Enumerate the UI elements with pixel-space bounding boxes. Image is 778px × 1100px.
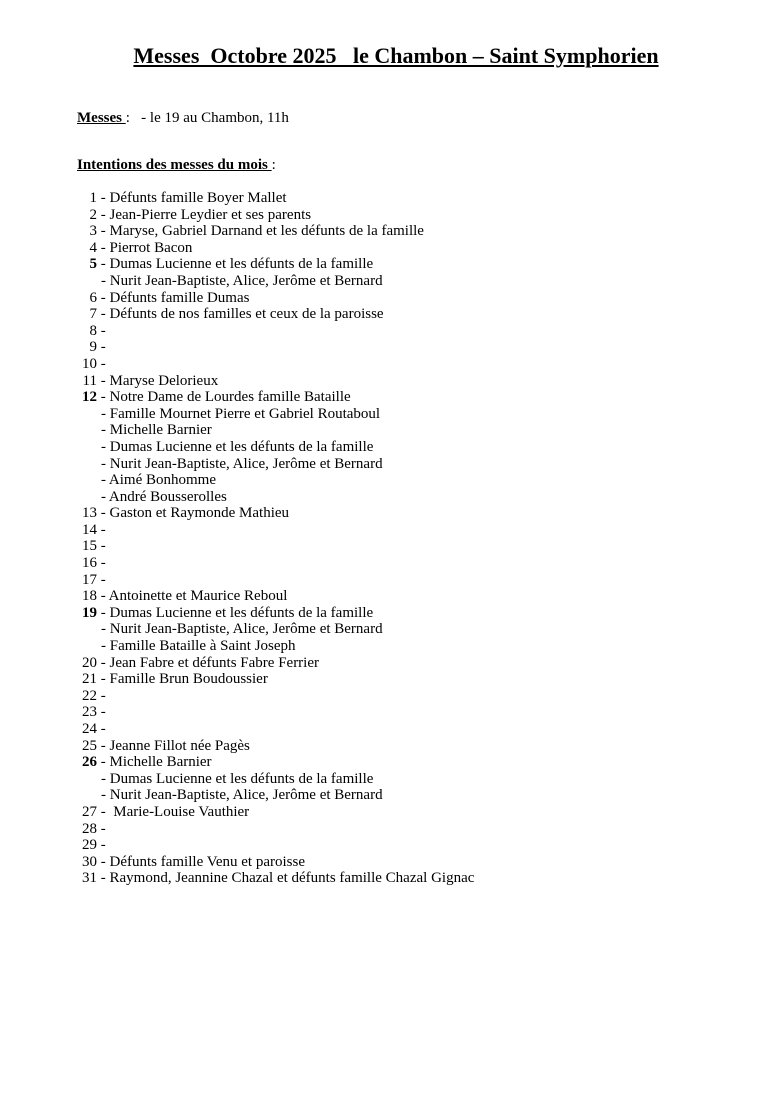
messes-line	[77, 108, 289, 128]
day-number: 25	[82, 737, 97, 754]
day-separator: -	[97, 505, 110, 522]
intention-text: Marie-Louise Vauthier	[109, 803, 250, 820]
list-item	[77, 207, 474, 224]
day-number: 9	[89, 339, 97, 356]
item-separator: -	[101, 438, 110, 455]
item-separator: -	[101, 422, 110, 439]
day-separator: -	[97, 721, 110, 737]
day-number: 3	[89, 223, 97, 240]
list-item	[77, 256, 474, 273]
item-separator: -	[101, 770, 110, 787]
intention-text: Michelle Barnier	[109, 754, 212, 771]
intention-text: Maryse, Gabriel Darnand et les défunts de la famille	[109, 223, 424, 240]
day-number: 15	[82, 538, 97, 555]
list-item	[77, 638, 474, 655]
day-number: 21	[82, 671, 97, 688]
day-number: 19	[82, 604, 97, 621]
day-separator: -	[97, 355, 110, 372]
list-item	[77, 323, 474, 340]
day-separator: -	[97, 190, 110, 206]
day-number: 18	[82, 588, 97, 605]
day-separator: -	[97, 654, 110, 671]
day-separator: -	[97, 820, 110, 837]
list-item	[77, 190, 474, 207]
intention-text: Dumas Lucienne et les défunts de la famille	[109, 256, 374, 273]
day-separator: -	[97, 571, 110, 588]
intention-text: Famille Brun Boudoussier	[109, 671, 268, 688]
item-separator: -	[101, 638, 110, 655]
day-number: 8	[89, 322, 97, 339]
day-number: 22	[82, 687, 97, 704]
day-separator: -	[97, 687, 110, 704]
list-item	[77, 472, 474, 489]
day-separator: -	[97, 704, 110, 721]
intentions-heading	[77, 155, 276, 175]
list-item	[77, 704, 474, 721]
day-number: 2	[89, 206, 97, 223]
day-number: 7	[89, 306, 97, 323]
list-item	[77, 273, 474, 290]
list-item	[77, 555, 474, 572]
day-separator: -	[97, 737, 110, 754]
intention-text: Raymond, Jeannine Chazal et défunts famille Chazal Gignac	[109, 870, 475, 887]
list-item	[77, 356, 474, 373]
list-item	[77, 389, 474, 406]
day-number: 29	[82, 837, 97, 854]
day-separator: -	[97, 289, 110, 306]
intention-text: Antoinette et Maurice Reboul	[108, 588, 288, 605]
item-separator: -	[101, 488, 109, 505]
list-item	[77, 522, 474, 539]
item-separator: -	[101, 621, 110, 638]
list-item	[77, 406, 474, 423]
day-number: 1	[89, 190, 97, 206]
list-item	[77, 538, 474, 555]
intention-text: Jean-Pierre Leydier et ses parents	[109, 206, 312, 223]
day-separator: -	[97, 870, 110, 887]
intention-text: Gaston et Raymonde Mathieu	[109, 505, 290, 522]
day-separator: -	[97, 339, 110, 356]
intention-text: Michelle Barnier	[109, 422, 212, 439]
intention-text: Jean Fabre et défunts Fabre Ferrier	[109, 654, 320, 671]
list-item	[77, 422, 474, 439]
day-number: 11	[82, 372, 97, 389]
day-separator: -	[97, 837, 110, 854]
messes-label: Messes	[77, 110, 126, 126]
day-separator: -	[97, 588, 109, 605]
intention-text: Défunts famille Venu et paroisse	[109, 853, 306, 870]
intention-text: Défunts famille Dumas	[109, 289, 250, 306]
list-item	[77, 671, 474, 688]
day-separator: -	[97, 754, 110, 771]
intention-text: Famille Bataille à Saint Joseph	[109, 638, 296, 655]
day-separator: -	[97, 372, 110, 389]
intention-text: Jeanne Fillot née Pagès	[109, 737, 250, 754]
list-item	[77, 870, 474, 887]
day-number: 30	[82, 853, 97, 870]
list-item	[77, 456, 474, 473]
day-number: 4	[89, 239, 97, 256]
intention-text: Dumas Lucienne et les défunts de la famille	[109, 770, 374, 787]
list-item	[77, 373, 474, 390]
list-item	[77, 655, 474, 672]
intention-text: Dumas Lucienne et les défunts de la famille	[109, 604, 374, 621]
page-title: Messes Octobre 2025 le Chambon – Saint Symphorien	[133, 43, 659, 68]
messes-colon: :	[125, 110, 130, 126]
list-item	[77, 821, 474, 838]
list-item	[77, 223, 474, 240]
day-separator: -	[97, 306, 110, 323]
list-item	[77, 306, 474, 323]
list-item	[77, 754, 474, 771]
intention-text: Aimé Bonhomme	[108, 472, 216, 489]
intention-text: Nurit Jean-Baptiste, Alice, Jerôme et Bernard	[109, 272, 383, 289]
day-number: 24	[82, 721, 97, 737]
day-number: 13	[82, 505, 97, 522]
day-number: 17	[82, 571, 97, 588]
day-separator: -	[97, 239, 110, 256]
item-separator: -	[101, 787, 110, 804]
day-separator: -	[97, 521, 110, 538]
list-item	[77, 721, 474, 738]
list-item	[77, 505, 474, 522]
item-separator: -	[101, 472, 109, 489]
list-item	[77, 439, 474, 456]
list-item	[77, 489, 474, 506]
intention-text: André Bousserolles	[108, 488, 227, 505]
day-separator: -	[97, 853, 110, 870]
list-item	[77, 804, 474, 821]
day-separator: -	[97, 322, 110, 339]
day-separator: -	[97, 256, 110, 273]
day-separator: -	[97, 389, 110, 406]
intentions-colon: :	[271, 157, 276, 173]
list-item	[77, 771, 474, 788]
day-number: 20	[82, 654, 97, 671]
list-item	[77, 588, 474, 605]
intentions-label: Intentions des messes du mois	[77, 157, 272, 173]
day-number: 23	[82, 704, 97, 721]
list-item	[77, 572, 474, 589]
list-item	[77, 688, 474, 705]
list-item	[77, 339, 474, 356]
intention-text: Dumas Lucienne et les défunts de la famille	[109, 438, 374, 455]
intention-text: Nurit Jean-Baptiste, Alice, Jerôme et Bernard	[109, 455, 383, 472]
day-separator: -	[97, 206, 110, 223]
day-number: 28	[82, 820, 97, 837]
intention-text: Notre Dame de Lourdes famille Bataille	[109, 389, 351, 406]
day-separator: -	[97, 538, 110, 555]
intention-text: Nurit Jean-Baptiste, Alice, Jerôme et Bernard	[109, 787, 383, 804]
list-item	[77, 837, 474, 854]
intention-text: Nurit Jean-Baptiste, Alice, Jerôme et Bernard	[109, 621, 383, 638]
day-number: 27	[82, 803, 97, 820]
list-item	[77, 787, 474, 804]
intention-text: Pierrot Bacon	[109, 239, 193, 256]
list-item	[77, 738, 474, 755]
list-item	[77, 605, 474, 622]
day-separator: -	[97, 604, 110, 621]
list-item	[77, 854, 474, 871]
day-number: 16	[82, 555, 97, 572]
item-separator: -	[101, 455, 110, 472]
day-number: 10	[82, 355, 97, 372]
intention-text: Défunts famille Boyer Mallet	[109, 190, 287, 206]
day-separator: -	[97, 671, 110, 688]
day-number: 14	[82, 521, 97, 538]
day-number: 5	[89, 256, 97, 273]
item-separator: -	[101, 272, 110, 289]
day-number: 12	[82, 389, 97, 406]
day-number: 6	[89, 289, 97, 306]
day-separator: -	[97, 223, 110, 240]
intention-text: Maryse Delorieux	[109, 372, 219, 389]
day-number: 26	[82, 754, 97, 771]
messes-text: - le 19 au Chambon, 11h	[129, 110, 289, 126]
intention-text: Famille Mournet Pierre et Gabriel Routaboul	[109, 405, 381, 422]
intentions-list	[77, 190, 474, 887]
intention-text: Défunts de nos familles et ceux de la paroisse	[109, 306, 384, 323]
day-separator: -	[97, 803, 110, 820]
list-item	[77, 621, 474, 638]
list-item	[77, 240, 474, 257]
item-separator: -	[101, 405, 110, 422]
list-item	[77, 290, 474, 307]
day-number: 31	[82, 870, 97, 887]
day-separator: -	[97, 555, 110, 572]
